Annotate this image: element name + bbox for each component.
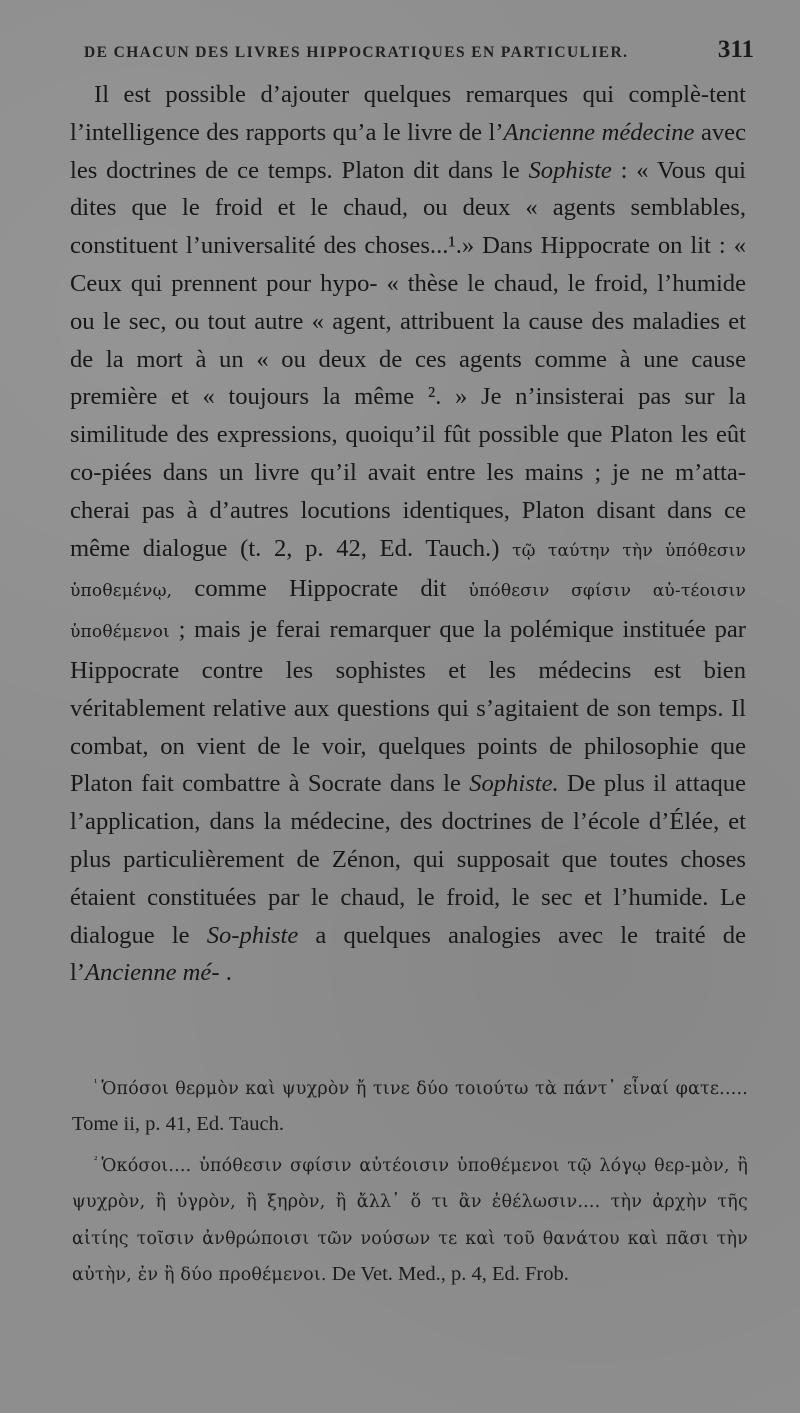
- italic-title: Ancienne mé-: [85, 959, 220, 987]
- footnote-greek: Ὁκόσοι.... ὑπόθεσιν σφίσιν αὐτέοισιν ὑποθέμενοι τῷ λόγῳ θερ-μὸν, ἢ ψυχρὸν, ἢ ὑγρὸν, ἢ ξηρὸν, ἢ ἄλλ᾽ ὅ τι ἂν ἐθέλωσιν.... τὴν ἀρχὴν τῆς αἰτίης τοῖσιν ἀνθρώποισι τῶν νούσων τε καὶ τοῦ θανάτου καὶ πᾶσι τὴν αὐτὴν, ἐν ἢ δύο προθέμενοι.: [72, 1155, 748, 1286]
- footnote-reference: Tome ii, p. 41, Ed. Tauch.: [72, 1113, 284, 1136]
- greek-quote: ὑπόθεσιν σφίσιν αὐ-τέοισιν ὑποθέμενοι: [70, 581, 746, 643]
- footnote-greek: Ὁπόσοι θερμὸν καὶ ψυχρὸν ἤ τινε δύο τοιούτω τὰ πάντ᾽ εἶναί φατε.....: [101, 1078, 748, 1099]
- running-head: [84, 36, 754, 76]
- text-segment: avec les doctrines de ce temps. Platon dit dans le: [70, 118, 746, 184]
- greek-quote: τῷ ταύτην τὴν ὑπόθεσιν ὑποθεμένῳ,: [70, 540, 746, 602]
- footnote-2: [72, 1143, 748, 1294]
- italic-title: So-phiste: [206, 921, 299, 949]
- text-segment: Il est possible d’ajouter quelques remarques qui complè-tent l’intelligence des rapports qu’a le livre de l’: [70, 81, 746, 146]
- italic-title: Sophiste.: [469, 770, 559, 798]
- footnote-marker: ²: [94, 1153, 98, 1166]
- footnote-1: [72, 1066, 748, 1143]
- footnote-marker: ¹: [94, 1077, 98, 1089]
- text-segment: a quelques analogies avec le traité de l’: [70, 921, 747, 987]
- italic-title: Sophiste: [528, 156, 612, 184]
- main-paragraph: [70, 76, 746, 992]
- page-number: 311: [717, 36, 754, 63]
- text-segment: De plus il attaque l’application, dans la médecine, des doctrines de l’école d’Élée, et plus particulièrement de Zénon, qui supposait que toutes choses étaient constituées par le chaud, le froid, le sec et l’humide. Le dialogue le: [70, 770, 746, 949]
- italic-title: Ancienne médecine: [503, 118, 695, 146]
- text-segment: comme Hippocrate dit: [172, 575, 469, 603]
- text-segment: : « Vous qui dites que le froid et le chaud, ou deux « agents semblables, constituent l’universalité des choses...¹.» Dans Hippocrate on lit : « Ceux qui prennent pour hypo- « thèse le chaud, le froid, l’humide ou le sec, ou tout autre « agent, attribuent la cause des maladies et de la mort à un « ou deux de ces agents comme à une cause première et « toujours la même ². » Je n’insisterai pas sur la similitude des expressions, quoiqu’il fût possible que Platon les eût co-piées dans un livre qu’il avait entre les mains ; je ne m’atta-cherai pas à d’autres locutions identiques, Platon disant dans ce même dialogue (t. 2, p. 42, Ed. Tauch.): [70, 156, 746, 562]
- main-text: [70, 76, 746, 992]
- footnotes: [72, 1066, 748, 1294]
- text-segment: .: [219, 959, 232, 987]
- footnote-reference: De Vet. Med., p. 4, Ed. Frob.: [326, 1263, 569, 1286]
- running-title: DE CHACUN DES LIVRES HIPPOCRATIQUES EN PARTICULIER.: [84, 44, 629, 61]
- text-segment: ; mais je ferai remarquer que la polémique instituée par Hippocrate contre les sophistes et les médecins est bien véritablement relative aux questions qui s’agitaient de son temps. Il combat, on vient de le voir, quelques points de philosophie que Platon fait combattre à Socrate dans le: [70, 616, 746, 798]
